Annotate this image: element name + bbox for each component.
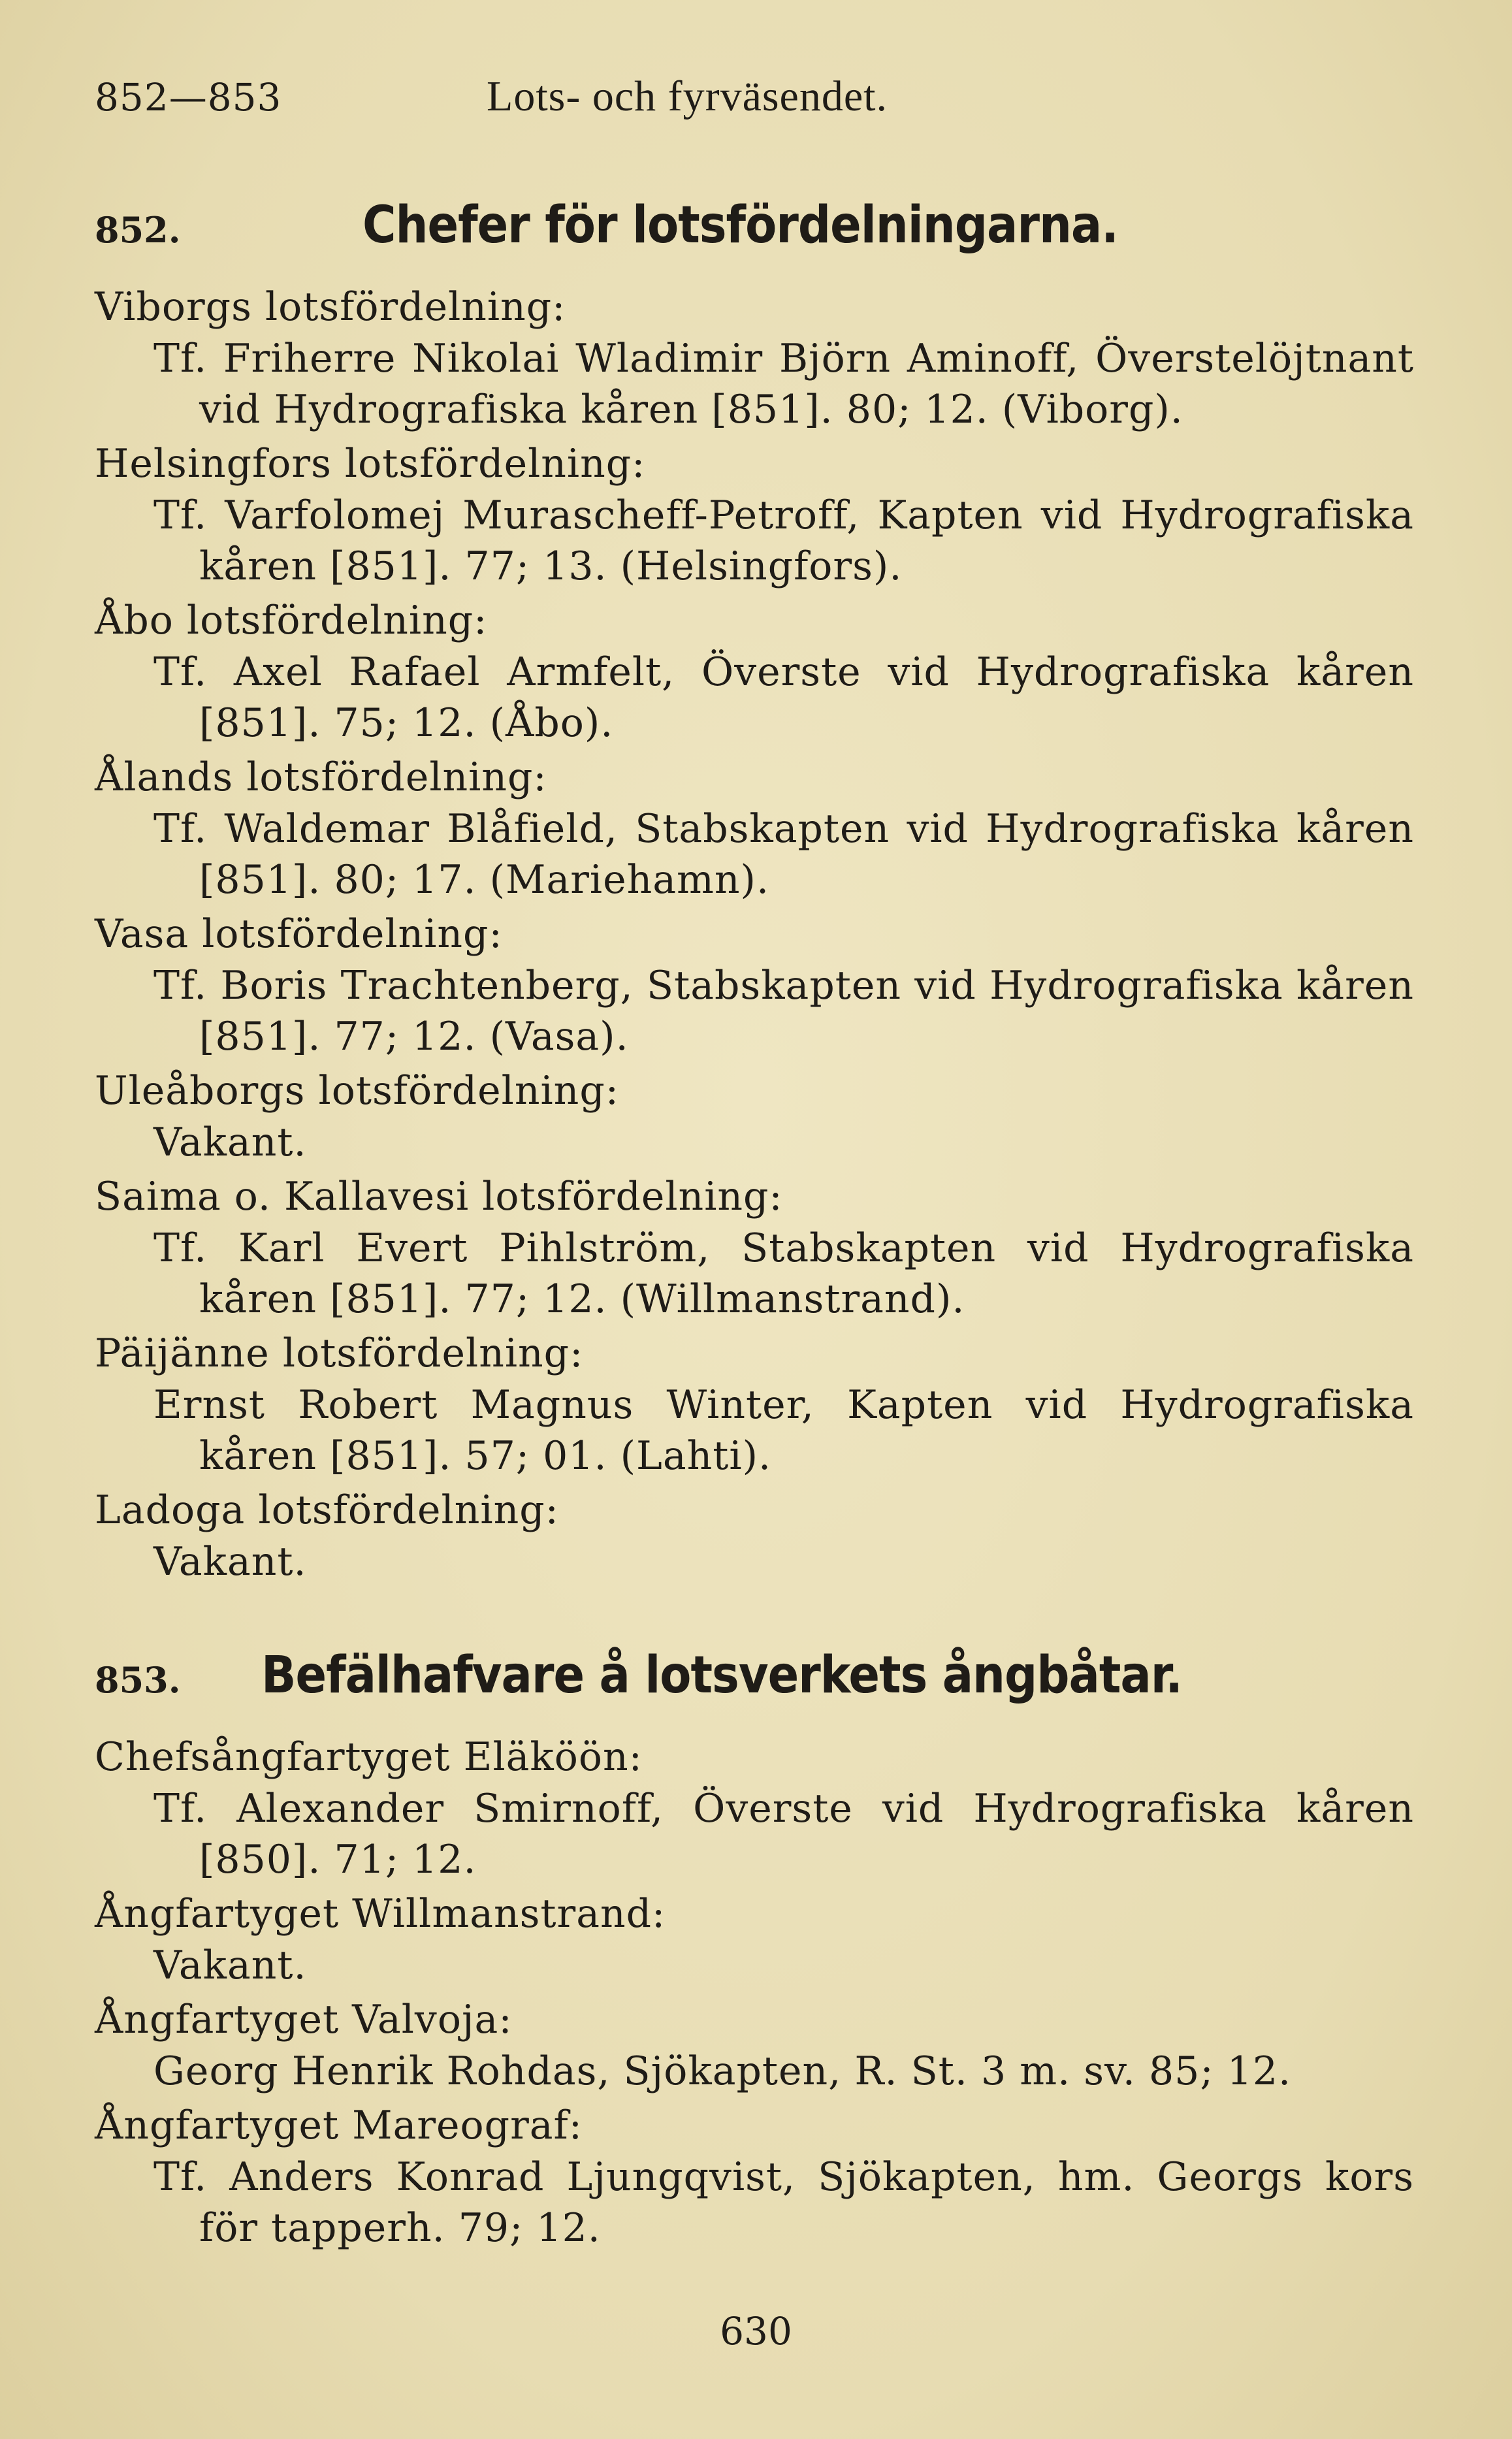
group-label: Uleåborgs lotsfördelning: (95, 1068, 619, 1114)
section-heading: Befälhafvare å lotsverkets ångbåtar. (261, 1646, 1182, 1705)
group-entry: Tf. Karl Evert Pihlström, Stabskapten vid Hydrografiska kåren [851]. 77; 12. (Willmanstrand). (153, 1225, 1414, 1322)
group-elakoon (95, 1731, 1414, 1885)
group-label: Viborgs lotsfördelning: (95, 284, 566, 330)
group-mareograf (95, 2099, 1414, 2253)
group-saima (95, 1171, 1414, 1325)
group-aland (95, 751, 1414, 905)
group-label: Saima o. Kallavesi lotsfördelning: (95, 1174, 783, 1220)
group-label: Ångfartyget Mareograf: (95, 2103, 583, 2148)
section-heading: Chefer för lotsfördelningarna. (362, 196, 1118, 255)
group-entry: Tf. Anders Konrad Ljungqvist, Sjökapten, hm. Georgs kors för tapperh. 79; 12. (153, 2154, 1414, 2251)
group-entry: Vakant. (153, 1539, 307, 1585)
group-entry: Vakant. (153, 1120, 307, 1165)
section-number: 852. (95, 209, 181, 251)
group-ladoga (95, 1484, 1414, 1587)
group-entry: Tf. Axel Rafael Armfelt, Överste vid Hydrografiska kåren [851]. 75; 12. (Åbo). (153, 649, 1414, 746)
page-number: 630 (720, 2309, 792, 2353)
section-852-header (95, 196, 1414, 255)
group-label: Ladoga lotsfördelning: (95, 1487, 559, 1533)
group-entry: Tf. Waldemar Blåfield, Stabskapten vid Hydrografiska kåren [851]. 80; 17. (Mariehamn). (153, 806, 1414, 903)
group-label: Vasa lotsfördelning: (95, 911, 503, 957)
group-uleaborg (95, 1065, 1414, 1168)
group-entry: Tf. Friherre Nikolai Wladimir Björn Aminoff, Överstelöjtnant vid Hydrografiska kåren [851]. 80; 12. (Viborg). (153, 336, 1414, 432)
group-label: Åbo lotsfördelning: (95, 598, 488, 643)
group-entry: Georg Henrik Rohdas, Sjökapten, R. St. 3 m. sv. 85; 12. (153, 2048, 1292, 2094)
group-entry: Tf. Alexander Smirnoff, Överste vid Hydrografiska kåren [850]. 71; 12. (153, 1786, 1414, 1882)
group-entry: Tf. Boris Trachtenberg, Stabskapten vid Hydrografiska kåren [851]. 77; 12. (Vasa). (153, 963, 1414, 1059)
group-willmanstrand (95, 1888, 1414, 1991)
running-head (95, 72, 1414, 150)
group-valvoja (95, 1994, 1414, 2097)
group-label: Ålands lotsfördelning: (95, 754, 547, 800)
group-label: Ångfartyget Valvoja: (95, 1997, 513, 2043)
group-label: Ångfartyget Willmanstrand: (95, 1891, 666, 1937)
group-entry: Vakant. (153, 1943, 307, 1988)
group-label: Helsingfors lotsfördelning: (95, 441, 646, 487)
group-label: Päijänne lotsfördelning: (95, 1331, 584, 1376)
section-number: 853. (95, 1659, 181, 1701)
group-entry: Tf. Varfolomej Murascheff-Petroff, Kapten vid Hydrografiska kåren [851]. 77; 13. (Helsingfors). (153, 493, 1414, 589)
group-helsingfors (95, 438, 1414, 592)
group-entry: Ernst Robert Magnus Winter, Kapten vid Hydrografiska kåren [851]. 57; 01. (Lahti). (153, 1382, 1414, 1479)
group-viborg (95, 281, 1414, 435)
running-title: Lots- och fyrväsendet. (487, 73, 888, 120)
group-abo (95, 594, 1414, 749)
group-paijanne (95, 1327, 1414, 1481)
group-label: Chefsångfartyget Eläköön: (95, 1734, 643, 1780)
section-853-header (95, 1646, 1414, 1705)
group-vasa (95, 908, 1414, 1062)
page-range: 852—853 (95, 75, 282, 120)
